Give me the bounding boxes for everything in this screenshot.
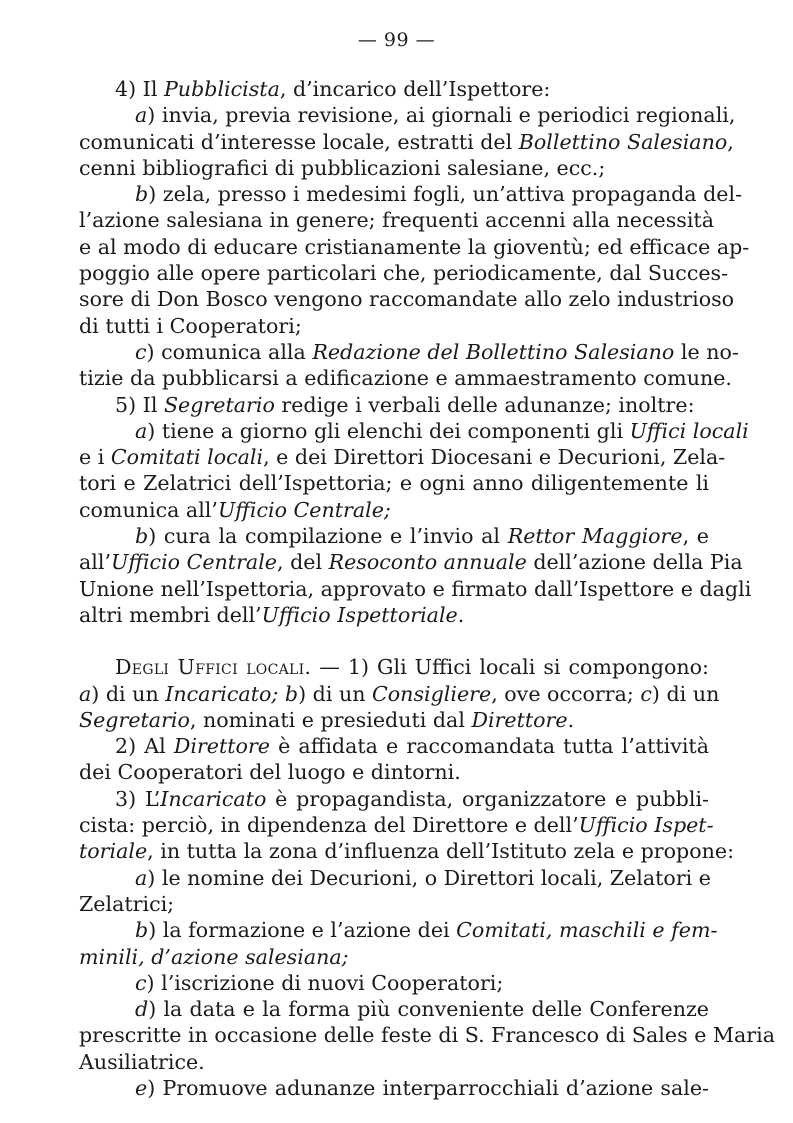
text-run: , ove occorra; [491,681,641,706]
text-line [79,129,734,155]
text-line [79,786,709,812]
text-line [79,339,739,365]
italic-text: Comitati, maschili e fem- [456,918,718,943]
italic-text: Rettor Maggiore [507,524,683,549]
italic-text: a [135,865,148,890]
text-line [79,944,709,970]
text-run: ) l’iscrizione di nuovi Cooperatori; [146,970,504,995]
page-number: — 99 — [357,29,436,51]
text-run: ) invia, previa revisione, ai giornali e periodici regionali, [147,103,736,128]
text-run: . [567,707,575,732]
text-run: Zelatrici; [79,891,175,916]
text-run: è propagandista, organizzatore e pubbli- [266,786,709,811]
section-heading: Degli Uffici locali. [115,655,312,680]
text-run: ) le nomine dei Decurioni, o Direttori locali, Zelatori e [147,865,711,890]
text-line [79,654,709,680]
text-run: , [727,129,734,154]
italic-text: Ufficio Ispettoriale. [261,602,465,627]
text-run: ) di un [91,681,166,706]
text-run: , e [682,524,709,549]
italic-text: b [135,524,149,549]
text-line [79,260,729,286]
italic-text: Incaricato; [165,681,279,706]
text-run: , e dei Direttori Diocesani e Decurioni, Zela- [263,445,726,470]
italic-text: a [79,681,92,706]
text-line [79,392,709,418]
text-run: poggio alle opere particolari che, periodicamente, dal Succes- [79,261,729,286]
italic-text: toriale [79,839,148,864]
italic-text: Bollettino Salesiano [518,129,728,154]
text-line [79,497,709,523]
italic-text: Comitati locali [110,445,264,470]
italic-text: Ufficio Centrale; [217,497,391,522]
text-line [79,970,709,996]
text-run: altri membri dell’ [79,602,262,627]
text-line [79,470,709,496]
text-run: ) Promuove adunanze interparrocchiali d’azione sale- [147,1075,709,1100]
text-run: ) la data e la forma più conveniente delle Conferenze [148,997,709,1022]
italic-text: c [135,970,147,995]
text-line [79,759,709,785]
italic-text: Resoconto annuale [328,550,527,575]
text-line [79,444,726,470]
text-line [79,286,735,312]
text-line [79,602,709,628]
text-run: 2) Al [115,734,174,759]
text-run: ) tiene a giorno gli elenchi dei componenti gli [147,418,630,443]
text-line [79,1049,709,1075]
italic-text: Incaricato [160,786,267,811]
text-run: ) zela, presso i medesimi fogli, un’attiva propaganda del- [148,182,743,207]
text-run: tizie da pubblicarsi a edificazione e ammaestramento comune. [79,366,732,391]
text-run: l’azione salesiana in genere; frequenti accenni alla necessità [79,208,714,233]
text-line [79,576,752,602]
text-run: tori e Zelatrici dell’Ispettoria; e ogni anno diligentemente li [79,471,709,496]
italic-text: c [135,339,147,364]
italic-text: Redazione del Bollettino Salesiano [312,339,675,364]
text-line [79,181,743,207]
italic-text: a [135,418,148,443]
text-line [79,234,750,260]
text-line [79,891,709,917]
text-run: ) di un [651,681,720,706]
italic-text: Ufficio Centrale [111,550,277,575]
text-run: è affidata e raccomandata tutta l’attività [269,734,709,759]
italic-text: Segretario [163,392,275,417]
italic-text: e [135,1075,148,1100]
text-run: prescritte in occasione delle feste di S. Francesco di Sales e Maria [79,1023,776,1048]
text-run: ) di un [298,681,373,706]
italic-text: Consigliere [372,681,492,706]
italic-text: d [135,997,149,1022]
text-run: di tutti i Cooperatori; [79,313,302,338]
paragraph-gap [79,628,709,654]
italic-text: Direttore [173,734,270,759]
text-run: , nominati e presieduti dal [189,707,472,732]
body-text [79,76,776,1101]
italic-text: c [640,681,652,706]
italic-text: Segretario [79,707,190,732]
text-line [79,523,709,549]
text-run: all’ [79,550,111,575]
text-run: comunicati d’interesse locale, estratti del [79,129,519,154]
text-run: 5) Il [115,392,164,417]
text-line [79,733,709,759]
text-run: , d’incarico dell’Ispettore: [279,77,551,101]
italic-text: minili, d’azione salesiana; [79,944,349,969]
italic-text: Ufficio Ispet- [578,813,714,838]
text-run: sore di Don Bosco vengono raccomandate allo zelo industrioso [79,287,735,312]
text-run: le no- [674,339,739,364]
italic-text: b [135,182,149,207]
text-run: e al modo di educare cristianamente la gioventù; ed efficace ap- [79,234,750,259]
text-run: comunica all’ [79,497,218,522]
text-line [79,1022,776,1048]
italic-text: Pubblicista [163,77,280,101]
text-run: — 1) Gli Uffici locali si compongono: [311,655,709,680]
text-line [79,838,735,864]
text-line [79,1075,709,1101]
text-line [79,365,732,391]
text-line [79,917,718,943]
text-run: 3) L’ [115,786,161,811]
text-run: cista: perciò, in dipendenza del Direttore e dell’ [79,813,579,838]
text-line [79,76,709,102]
text-line [79,681,720,707]
text-line [79,865,709,891]
text-line [79,812,714,838]
text-run: , in tutta la zona d’influenza dell’Istituto zela e propone: [147,839,735,864]
text-run: ) cura la compilazione e l’invio al [148,524,508,549]
text-line [79,155,709,181]
italic-text: a [135,103,148,128]
text-run: , del [276,550,329,575]
text-line [79,313,709,339]
text-line [79,207,714,233]
italic-text: Direttore [471,707,568,732]
text-run: ) la formazione e l’azione dei [148,918,457,943]
text-run: ) comunica alla [146,339,313,364]
italic-text: b [284,681,299,706]
text-line [79,707,709,733]
italic-text: b [135,918,149,943]
italic-text: Uffici locali [629,418,749,443]
text-line [79,418,749,444]
text-line [79,102,736,128]
text-run: e i [79,445,111,470]
text-run: cenni bibliografici di pubblicazioni salesiane, ecc.; [79,155,606,180]
text-line [79,996,709,1022]
text-run: Unione nell’Ispettoria, approvato e firmato dall’Ispettore e dagli [79,576,752,601]
text-run: dell’azione della Pia [526,550,743,575]
text-run: dei Cooperatori del luogo e dintorni. [79,760,461,785]
text-run: Ausiliatrice. [79,1049,205,1074]
text-line [79,549,743,575]
text-run: redige i verbali delle adunanze; inoltre: [274,392,695,417]
text-run: 4) Il [115,77,164,101]
